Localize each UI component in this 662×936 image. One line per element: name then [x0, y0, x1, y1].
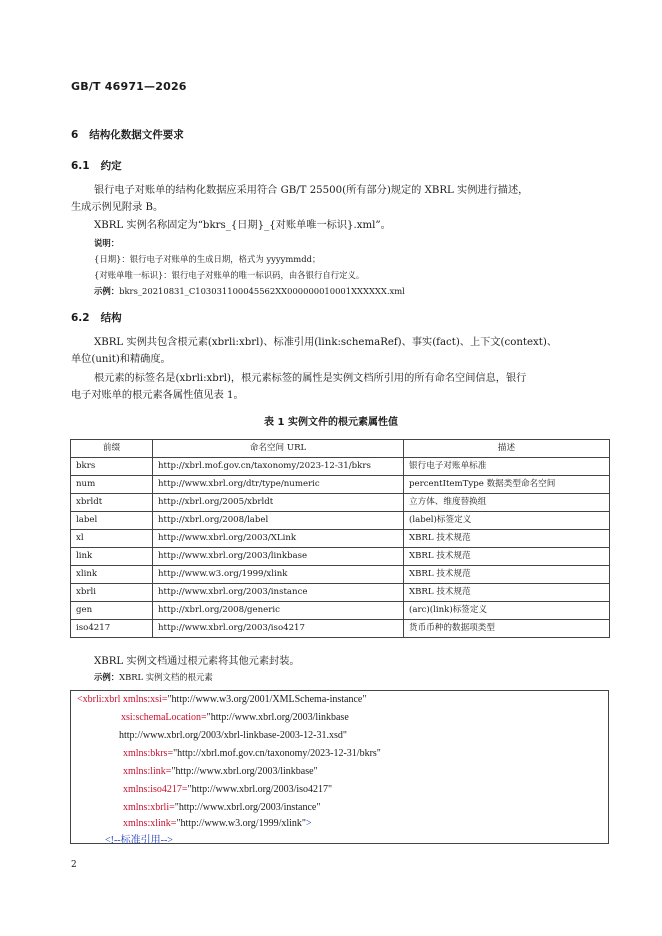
- code-attr: xmlns:bkrs=: [123, 748, 174, 759]
- note-label: 说明：: [94, 238, 120, 248]
- cell-url: http://www.xbrl.org/2003/iso4217: [153, 620, 404, 638]
- table-row: [71, 512, 610, 530]
- table-row: [71, 530, 610, 548]
- code-example-label: 示例：: [94, 672, 120, 682]
- cell-description: 银行电子对账单标准: [404, 458, 610, 476]
- note-line2: {对账单唯一标识}：银行电子对账单的唯一标识码，由各银行自行定义。: [94, 270, 365, 280]
- code-value: "http://www.xbrl.org/2003/instance": [174, 802, 321, 813]
- example-filename: [94, 285, 405, 298]
- code-line-4: [123, 748, 381, 759]
- s62-para2-line1: 根元素的标签名是(xbrli:xbrl)，根元素标签的属性是实例文档所引用的所有命名空间信息，银行: [94, 373, 527, 384]
- code-attr: xmlns:xsi=: [122, 694, 168, 705]
- page-number: 2: [71, 860, 77, 870]
- table-row: [71, 620, 610, 638]
- code-tag-close: >: [306, 818, 312, 829]
- cell-prefix: iso4217: [71, 620, 153, 638]
- section-6-1-number: 6.1: [71, 160, 90, 172]
- table-row: [71, 476, 610, 494]
- cell-prefix: link: [71, 548, 153, 566]
- cell-prefix: gen: [71, 602, 153, 620]
- code-attr: xmlns:iso4217=: [123, 784, 188, 795]
- s61-para1-line1: 银行电子对账单的结构化数据应采用符合 GB/T 25500(所有部分)规定的 XBRL 实例进行描述，: [94, 185, 529, 196]
- code-line-2: [121, 712, 349, 723]
- cell-description: XBRL 技术规范: [404, 530, 610, 548]
- code-comment: <!--标准引用-->: [105, 835, 173, 846]
- code-line-6: [123, 784, 332, 795]
- code-attr: xmlns:xbrli=: [123, 802, 175, 813]
- table-header-row: [71, 440, 610, 458]
- section-6-1-heading: [71, 158, 122, 173]
- section-6-2-title: 结构: [100, 312, 122, 324]
- cell-url: http://xbrl.org/2008/label: [153, 512, 404, 530]
- cell-url: http://www.xbrl.org/2003/XLink: [153, 530, 404, 548]
- table-row: [71, 494, 610, 512]
- cell-description: 立方体、维度替换组: [404, 494, 610, 512]
- cell-description: (arc)(link)标签定义: [404, 602, 610, 620]
- s62-para1-line2: 单位(unit)和精确度。: [71, 354, 171, 365]
- code-line-9: [105, 831, 173, 846]
- code-line-7: [123, 802, 320, 813]
- code-value: "http://www.xbrl.org/2003/iso4217": [187, 784, 333, 795]
- code-value: http://www.xbrl.org/2003/xbrl-linkbase-2003-12-31.xsd": [119, 730, 347, 741]
- s62-para2-line2: 电子对账单的根元素各属性值见表 1。: [71, 390, 244, 401]
- cell-description: XBRL 技术规范: [404, 584, 610, 602]
- table-row: [71, 566, 610, 584]
- col-header-description: 描述: [404, 440, 610, 458]
- xml-code-box: [70, 690, 609, 844]
- cell-description: XBRL 技术规范: [404, 548, 610, 566]
- section-6-2-number: 6.2: [71, 312, 90, 324]
- table-row: [71, 602, 610, 620]
- cell-prefix: bkrs: [71, 458, 153, 476]
- table-row: [71, 584, 610, 602]
- cell-prefix: xbrldt: [71, 494, 153, 512]
- cell-url: http://xbrl.mof.gov.cn/taxonomy/2023-12-31/bkrs: [153, 458, 404, 476]
- cell-url: http://xbrl.org/2005/xbrldt: [153, 494, 404, 512]
- cell-description: XBRL 技术规范: [404, 566, 610, 584]
- after-table-para: XBRL 实例文档通过根元素将其他元素封装。: [94, 656, 300, 667]
- code-attr: xmlns:link=: [123, 766, 172, 777]
- code-value: "http://www.w3.org/1999/xlink": [176, 818, 306, 829]
- code-line-5: [123, 766, 318, 777]
- code-attr: xsi:schemaLocation=: [121, 712, 207, 723]
- code-tag-open: <xbrli:xbrl: [77, 694, 121, 705]
- code-line-8: [123, 818, 312, 829]
- cell-description: 货币币种的数据项类型: [404, 620, 610, 638]
- cell-url: http://xbrl.org/2008/generic: [153, 602, 404, 620]
- code-value: "http://www.xbrl.org/2003/linkbase: [206, 712, 349, 723]
- code-line-3: [119, 730, 347, 741]
- code-value: "http://www.xbrl.org/2003/linkbase": [171, 766, 318, 777]
- root-attributes-table: [70, 439, 610, 638]
- cell-url: http://www.w3.org/1999/xlink: [153, 566, 404, 584]
- table-row: [71, 458, 610, 476]
- cell-description: percentItemType 数据类型命名空间: [404, 476, 610, 494]
- standard-header: GB/T 46971—2026: [71, 80, 187, 93]
- cell-description: (label)标签定义: [404, 512, 610, 530]
- code-example-caption: [94, 671, 213, 684]
- section-6-1-title: 约定: [100, 160, 122, 172]
- cell-url: http://www.xbrl.org/2003/instance: [153, 584, 404, 602]
- cell-prefix: num: [71, 476, 153, 494]
- section-6-2-heading: [71, 310, 122, 325]
- table-caption: 表 1 实例文件的根元素属性值: [264, 417, 398, 428]
- cell-url: http://www.xbrl.org/dtr/type/numeric: [153, 476, 404, 494]
- cell-prefix: xl: [71, 530, 153, 548]
- example-label: 示例：: [94, 286, 120, 296]
- s61-para1-line2: 生成示例见附录 B。: [71, 202, 164, 213]
- cell-prefix: xbrli: [71, 584, 153, 602]
- table-row: [71, 548, 610, 566]
- section-6-title: 结构化数据文件要求: [89, 129, 184, 141]
- example-value: bkrs_20210831_C103031100045562XX000000010001XXXXXX.xml: [119, 286, 405, 296]
- cell-prefix: xlink: [71, 566, 153, 584]
- code-line-1: [77, 694, 366, 705]
- section-6-number: 6: [71, 129, 79, 141]
- code-value: "http://www.w3.org/2001/XMLSchema-instance": [167, 694, 367, 705]
- s62-para1-line1: XBRL 实例共包含根元素(xbrli:xbrl)、标准引用(link:schemaRef)、事实(fact)、上下文(context)、: [94, 337, 558, 348]
- code-attr: xmlns:xlink=: [123, 818, 177, 829]
- s61-para2: XBRL 实例名称固定为“bkrs_{日期}_{对账单唯一标识}.xml”。: [94, 220, 391, 231]
- code-example-text: XBRL 实例文档的根元素: [119, 672, 213, 682]
- cell-url: http://www.xbrl.org/2003/linkbase: [153, 548, 404, 566]
- code-value: "http://xbrl.mof.gov.cn/taxonomy/2023-12-31/bkrs": [173, 748, 381, 759]
- section-6-heading: [71, 127, 184, 142]
- cell-prefix: label: [71, 512, 153, 530]
- note-line1: {日期}：银行电子对账单的生成日期，格式为 yyyymmdd；: [94, 254, 321, 264]
- col-header-prefix: 前缀: [71, 440, 153, 458]
- col-header-namespace-url: 命名空间 URL: [153, 440, 404, 458]
